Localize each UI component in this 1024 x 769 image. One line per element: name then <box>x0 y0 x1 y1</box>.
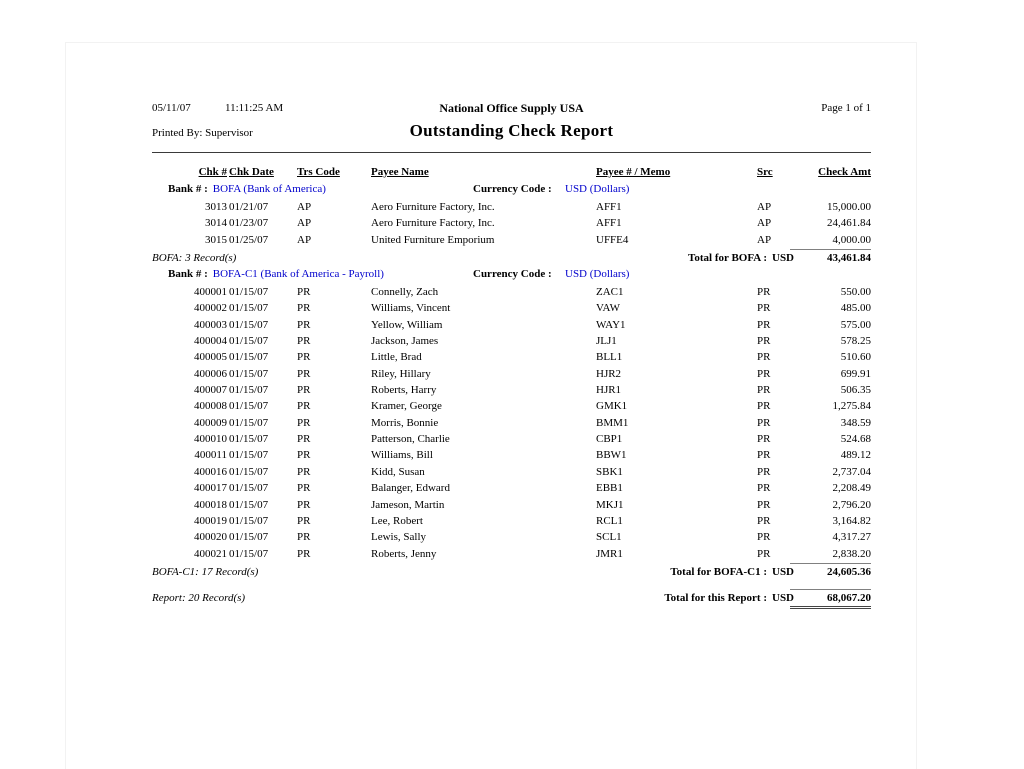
chk-number: 400018 <box>194 498 227 511</box>
payee-name: Riley, Hillary <box>371 367 431 380</box>
bank-number-label: Bank # : <box>168 183 208 195</box>
trs-code: AP <box>297 217 312 230</box>
src-code: PR <box>757 367 771 380</box>
payee-name: Aero Furniture Factory, Inc. <box>371 201 495 213</box>
report-total-label: Total for this Report : <box>664 591 767 604</box>
check-rows <box>152 199 871 248</box>
chk-date: 01/15/07 <box>229 531 269 544</box>
chk-number: 400020 <box>194 531 227 544</box>
payee-number: BLL1 <box>596 351 623 364</box>
trs-code: PR <box>297 433 311 446</box>
page-number-label: Page 1 of 1 <box>821 102 871 114</box>
check-amount: 578.25 <box>840 335 871 348</box>
src-code: PR <box>757 433 771 446</box>
currency-code-value: USD (Dollars) <box>565 268 630 281</box>
check-amount: 489.12 <box>840 449 871 462</box>
src-code: AP <box>757 233 772 246</box>
col-payee-memo: Payee # / Memo <box>596 166 671 178</box>
check-amount: 348.59 <box>840 416 871 429</box>
payee-name: Aero Furniture Factory, Inc. <box>371 217 495 230</box>
check-row <box>152 497 871 513</box>
page-header-line1 <box>152 100 871 116</box>
payee-name: Jackson, James <box>371 335 439 348</box>
payee-number: AFF1 <box>596 201 622 213</box>
bank-name-value: BOFA (Bank of America) <box>212 183 326 195</box>
chk-date: 01/15/07 <box>229 318 269 331</box>
payee-name: Jameson, Martin <box>371 498 445 511</box>
check-row <box>152 546 871 562</box>
chk-number: 400010 <box>194 433 227 446</box>
check-amount: 2,208.49 <box>832 482 871 495</box>
chk-number: 400011 <box>194 449 227 462</box>
check-amount: 15,000.00 <box>827 201 871 213</box>
payee-number: RCL1 <box>596 514 623 527</box>
check-row <box>152 415 871 431</box>
col-chk-number: Chk # <box>198 166 227 178</box>
check-row <box>152 513 871 529</box>
check-row <box>152 232 871 248</box>
trs-code: PR <box>297 400 311 413</box>
print-time: 11:11:25 AM <box>225 102 284 114</box>
check-amount: 510.60 <box>840 351 871 364</box>
check-row <box>152 447 871 463</box>
chk-number: 400019 <box>194 514 227 527</box>
src-code: AP <box>757 217 772 230</box>
payee-name: United Furniture Emporium <box>371 233 495 246</box>
check-row <box>152 215 871 231</box>
bank-group-footer <box>152 563 871 580</box>
trs-code: PR <box>297 498 311 511</box>
trs-code: PR <box>297 367 311 380</box>
group-total-label: Total for BOFA-C1 : <box>670 565 767 578</box>
currency-code-label: Currency Code : <box>473 268 552 281</box>
check-amount: 506.35 <box>840 384 871 397</box>
trs-code: PR <box>297 351 311 364</box>
bank-group <box>152 183 871 266</box>
check-amount: 3,164.82 <box>832 514 871 527</box>
payee-name: Morris, Bonnie <box>371 416 439 429</box>
chk-date: 01/15/07 <box>229 416 269 429</box>
payee-number: JMR1 <box>596 547 623 560</box>
trs-code: PR <box>297 384 311 397</box>
trs-code: PR <box>297 482 311 495</box>
column-header-row <box>152 166 871 181</box>
report-total-amount: 68,067.20 <box>790 589 871 609</box>
chk-number: 3015 <box>205 233 227 246</box>
chk-number: 400002 <box>194 302 227 315</box>
check-row <box>152 529 871 545</box>
chk-date: 01/15/07 <box>229 286 269 299</box>
group-total-currency: USD <box>772 252 795 265</box>
src-code: PR <box>757 400 771 413</box>
check-amount: 524.68 <box>840 433 871 446</box>
chk-date: 01/15/07 <box>229 498 269 511</box>
bank-group <box>152 268 871 580</box>
chk-date: 01/23/07 <box>229 217 269 230</box>
src-code: PR <box>757 335 771 348</box>
group-total-currency: USD <box>772 565 795 578</box>
payee-number: UFFE4 <box>596 233 629 246</box>
payee-name: Roberts, Jenny <box>371 547 437 560</box>
payee-name: Lewis, Sally <box>371 531 426 544</box>
chk-number: 400003 <box>194 318 227 331</box>
payee-name: Williams, Bill <box>371 449 433 462</box>
payee-number: AFF1 <box>596 217 622 230</box>
report-page <box>152 100 871 613</box>
trs-code: PR <box>297 449 311 462</box>
check-row <box>152 382 871 398</box>
chk-number: 400016 <box>194 465 227 478</box>
payee-name: Williams, Vincent <box>371 302 451 315</box>
check-amount: 2,838.20 <box>832 547 871 560</box>
src-code: PR <box>757 465 771 478</box>
chk-number: 3014 <box>205 217 227 230</box>
currency-code-label: Currency Code : <box>473 183 552 195</box>
src-code: PR <box>757 482 771 495</box>
group-record-count: BOFA-C1: 17 Record(s) <box>152 565 259 578</box>
check-row <box>152 464 871 480</box>
src-code: AP <box>757 201 772 213</box>
chk-date: 01/15/07 <box>229 302 269 315</box>
check-amount: 1,275.84 <box>832 400 871 413</box>
check-row <box>152 333 871 349</box>
src-code: PR <box>757 547 771 560</box>
chk-date: 01/15/07 <box>229 335 269 348</box>
col-chk-date: Chk Date <box>229 166 274 178</box>
payee-number: BBW1 <box>596 449 627 462</box>
group-total-amount: 24,605.36 <box>790 563 871 578</box>
check-row <box>152 398 871 414</box>
check-row <box>152 317 871 333</box>
src-code: PR <box>757 449 771 462</box>
printed-by-label: Printed By: Supervisor <box>152 127 253 139</box>
chk-number: 400005 <box>194 351 227 364</box>
trs-code: AP <box>297 201 312 213</box>
report-total-currency: USD <box>772 591 795 604</box>
payee-number: GMK1 <box>596 400 628 413</box>
payee-number: HJR1 <box>596 384 622 397</box>
check-row <box>152 199 871 215</box>
report-record-count: Report: 20 Record(s) <box>152 591 246 604</box>
payee-number: EBB1 <box>596 482 623 495</box>
chk-date: 01/15/07 <box>229 433 269 446</box>
group-total-amount: 43,461.84 <box>790 249 871 264</box>
company-name: National Office Supply USA <box>439 101 584 115</box>
check-amount: 575.00 <box>840 318 871 331</box>
chk-date: 01/15/07 <box>229 547 269 560</box>
check-amount: 699.91 <box>840 367 871 380</box>
payee-number: MKJ1 <box>596 498 624 511</box>
payee-number: HJR2 <box>596 367 622 380</box>
trs-code: PR <box>297 286 311 299</box>
chk-date: 01/25/07 <box>229 233 269 246</box>
currency-code-value: USD (Dollars) <box>565 183 630 195</box>
src-code: PR <box>757 302 771 315</box>
report-footer <box>152 589 871 613</box>
check-amount: 2,796.20 <box>832 498 871 511</box>
src-code: PR <box>757 514 771 527</box>
chk-number: 400017 <box>194 482 227 495</box>
chk-date: 01/15/07 <box>229 400 269 413</box>
col-trs-code: Trs Code <box>297 166 340 178</box>
payee-name: Kramer, George <box>371 400 442 413</box>
payee-name: Yellow, William <box>371 318 443 331</box>
check-row <box>152 431 871 447</box>
chk-number: 400006 <box>194 367 227 380</box>
src-code: PR <box>757 286 771 299</box>
payee-name: Patterson, Charlie <box>371 433 450 446</box>
payee-number: JLJ1 <box>596 335 617 348</box>
bank-group-footer <box>152 249 871 266</box>
group-total-label: Total for BOFA : <box>688 252 767 265</box>
payee-number: BMM1 <box>596 416 629 429</box>
check-row <box>152 480 871 496</box>
payee-number: SCL1 <box>596 531 622 544</box>
col-src: Src <box>757 166 773 178</box>
check-row <box>152 284 871 300</box>
chk-date: 01/15/07 <box>229 465 269 478</box>
check-row <box>152 300 871 316</box>
trs-code: PR <box>297 318 311 331</box>
chk-number: 400009 <box>194 416 227 429</box>
check-row <box>152 349 871 365</box>
page-header-line2 <box>152 120 871 146</box>
chk-number: 400008 <box>194 400 227 413</box>
payee-name: Balanger, Edward <box>371 482 450 495</box>
payee-number: SBK1 <box>596 465 623 478</box>
check-amount: 550.00 <box>840 286 871 299</box>
payee-number: VAW <box>596 302 620 315</box>
col-check-amt: Check Amt <box>818 166 871 178</box>
trs-code: AP <box>297 233 312 246</box>
payee-name: Connelly, Zach <box>371 286 439 299</box>
trs-code: PR <box>297 514 311 527</box>
payee-number: ZAC1 <box>596 286 624 299</box>
chk-date: 01/15/07 <box>229 384 269 397</box>
col-payee-name: Payee Name <box>371 166 429 178</box>
trs-code: PR <box>297 465 311 478</box>
src-code: PR <box>757 531 771 544</box>
group-record-count: BOFA: 3 Record(s) <box>152 252 237 265</box>
src-code: PR <box>757 416 771 429</box>
check-rows <box>152 284 871 562</box>
src-code: PR <box>757 318 771 331</box>
check-amount: 24,461.84 <box>827 217 871 230</box>
payee-name: Lee, Robert <box>371 514 423 527</box>
trs-code: PR <box>297 531 311 544</box>
chk-number: 3013 <box>205 201 227 213</box>
payee-name: Kidd, Susan <box>371 465 425 478</box>
bank-group-header <box>152 183 871 198</box>
bank-name-value: BOFA-C1 (Bank of America - Payroll) <box>212 268 384 281</box>
chk-date: 01/15/07 <box>229 482 269 495</box>
bank-number-label: Bank # : <box>168 268 208 281</box>
check-row <box>152 366 871 382</box>
trs-code: PR <box>297 547 311 560</box>
src-code: PR <box>757 498 771 511</box>
chk-date: 01/15/07 <box>229 351 269 364</box>
trs-code: PR <box>297 416 311 429</box>
chk-number: 400021 <box>194 547 227 560</box>
src-code: PR <box>757 384 771 397</box>
print-date: 05/11/07 <box>152 102 191 114</box>
payee-name: Roberts, Harry <box>371 384 437 397</box>
chk-date: 01/15/07 <box>229 367 269 380</box>
trs-code: PR <box>297 335 311 348</box>
chk-date: 01/15/07 <box>229 514 269 527</box>
check-amount: 2,737.04 <box>832 465 871 478</box>
chk-number: 400001 <box>194 286 227 299</box>
check-amount: 4,000.00 <box>832 233 871 246</box>
check-amount: 485.00 <box>840 302 871 315</box>
payee-number: CBP1 <box>596 433 623 446</box>
payee-name: Little, Brad <box>371 351 422 364</box>
report-title: Outstanding Check Report <box>409 121 614 140</box>
chk-date: 01/15/07 <box>229 449 269 462</box>
src-code: PR <box>757 351 771 364</box>
chk-date: 01/21/07 <box>229 201 269 213</box>
check-amount: 4,317.27 <box>832 531 871 544</box>
bank-groups <box>152 183 871 580</box>
payee-number: WAY1 <box>596 318 626 331</box>
trs-code: PR <box>297 302 311 315</box>
bank-group-header <box>152 268 871 283</box>
header-rule <box>152 152 871 153</box>
chk-number: 400004 <box>194 335 227 348</box>
chk-number: 400007 <box>194 384 227 397</box>
